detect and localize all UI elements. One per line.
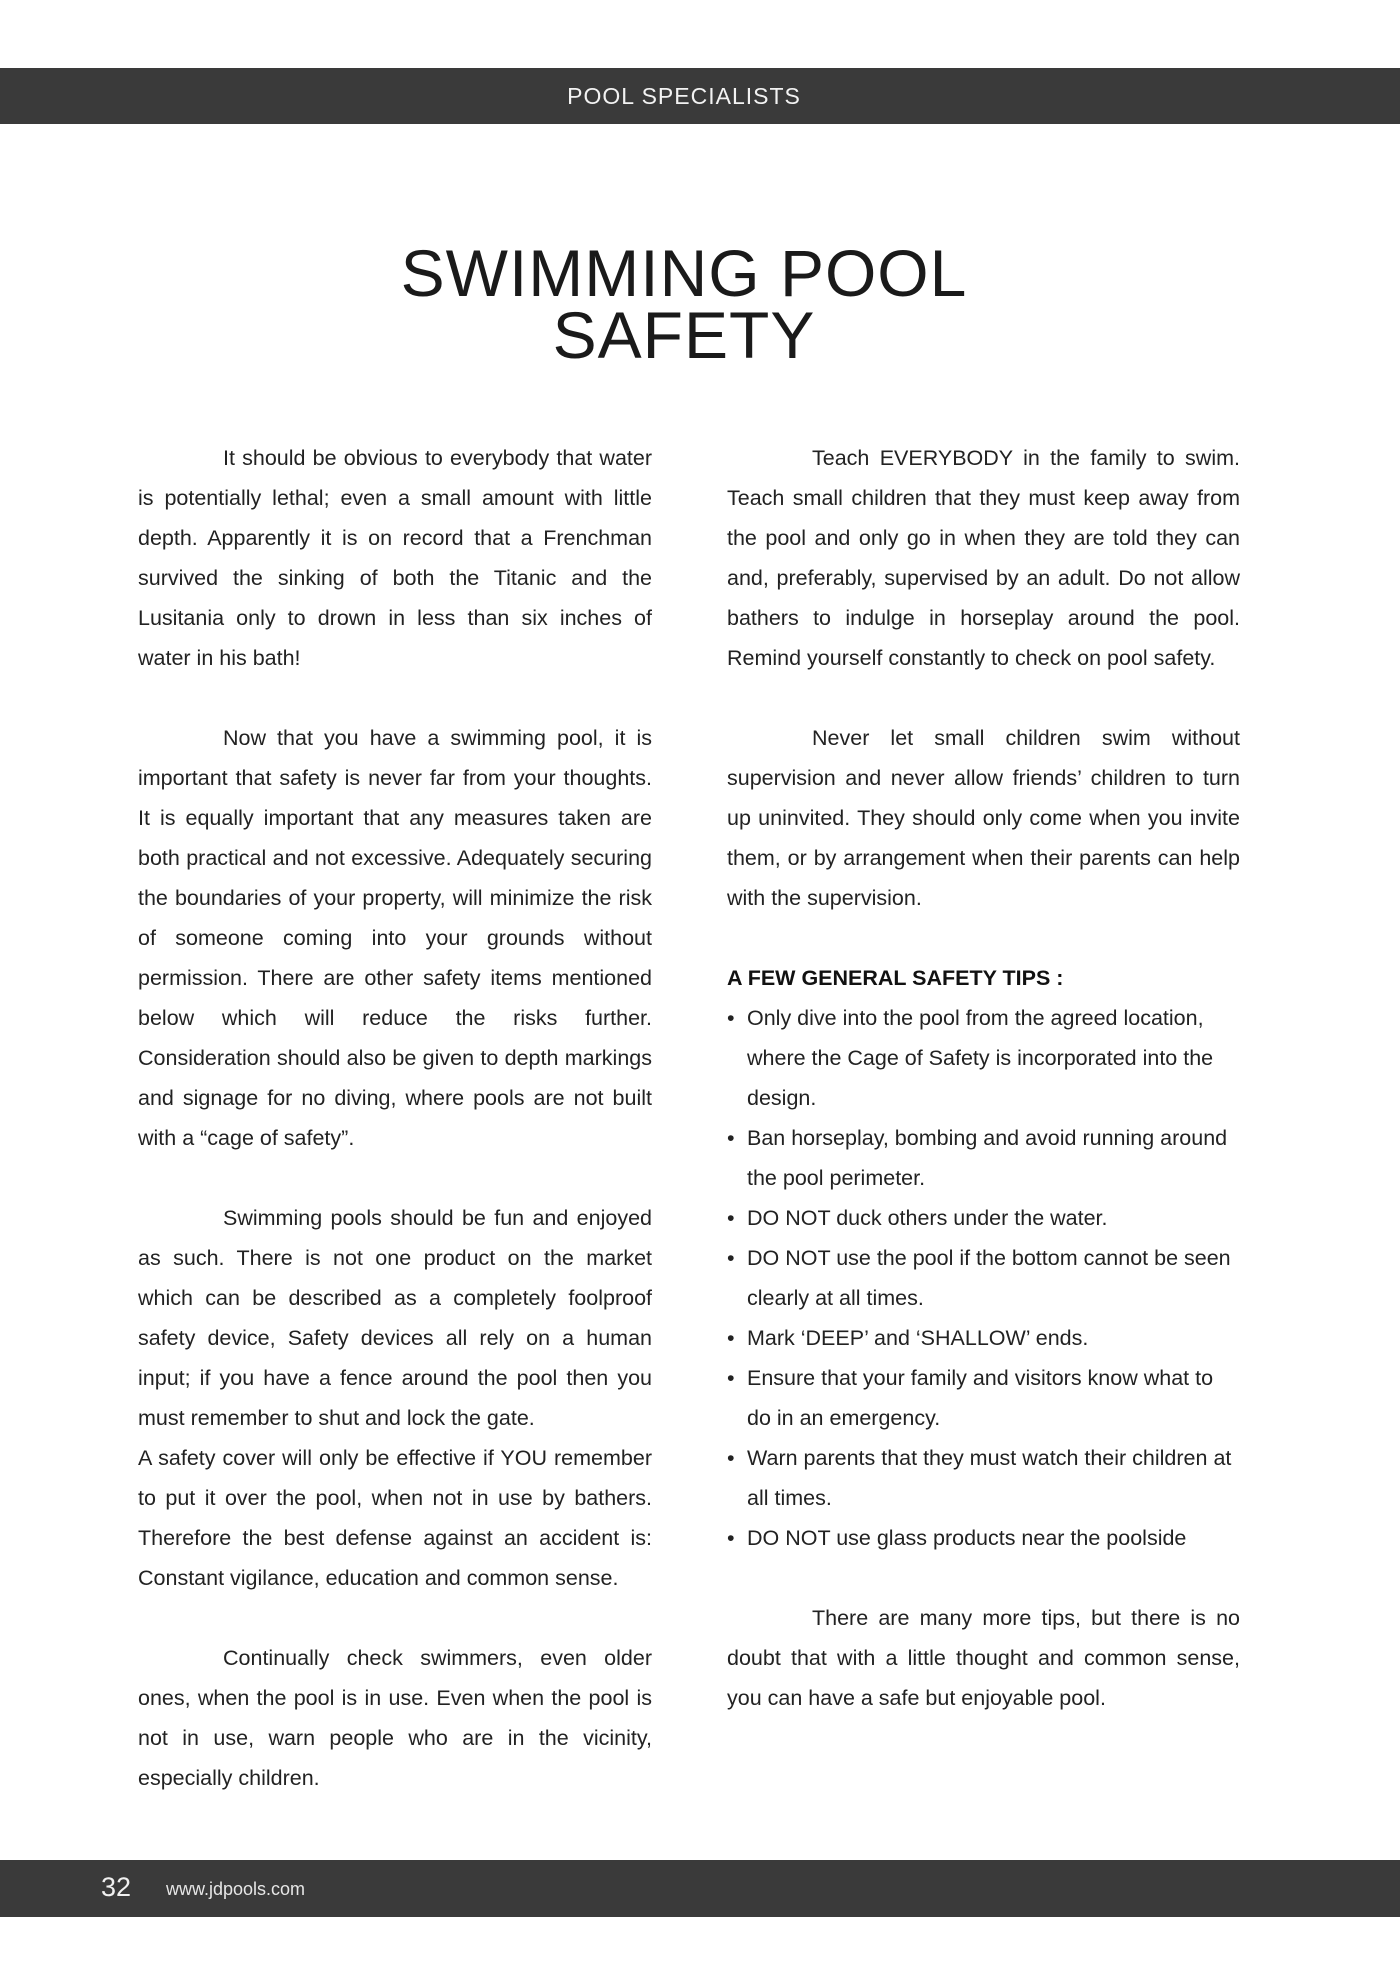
safety-tips-list bbox=[727, 998, 1240, 1558]
safety-tip: • DO NOT use glass products near the poolside bbox=[727, 1518, 1240, 1558]
safety-tip: • Ensure that your family and visitors know what to do in an emergency. bbox=[727, 1358, 1240, 1438]
left-column bbox=[138, 438, 652, 1838]
right-column bbox=[727, 438, 1240, 1758]
safety-tip: • Mark ‘DEEP’ and ‘SHALLOW’ ends. bbox=[727, 1318, 1240, 1358]
section-label: POOL SPECIALISTS bbox=[567, 82, 801, 109]
safety-tip: • Only dive into the pool from the agreed location, where the Cage of Safety is incorporated into the design. bbox=[727, 998, 1240, 1118]
article-title bbox=[0, 236, 1368, 372]
left-paragraph-5: Continually check swimmers, even older ones, when the pool is in use. Even when the pool is not in use, warn people who are in the vicinity, especially children. bbox=[138, 1646, 652, 1790]
safety-tip: • Warn parents that they must watch their children at all times. bbox=[727, 1438, 1240, 1518]
title-line-2: SAFETY bbox=[552, 298, 816, 372]
header-band bbox=[0, 68, 1400, 124]
safety-tip: • Ban horseplay, bombing and avoid running around the pool perimeter. bbox=[727, 1118, 1240, 1198]
left-paragraph-3: Swimming pools should be fun and enjoyed as such. There is not one product on the market which can be described as a completely foolproof safety device, Safety devices all rely on a human input; if you have a fence around the pool then you must remember to shut and lock the gate. bbox=[138, 1206, 652, 1430]
right-paragraph-1: Teach EVERYBODY in the family to swim. Teach small children that they must keep away from the pool and only go in when they are told they can and, preferably, supervised by an adult. Do not allow bathers to indulge in horseplay around the pool. Remind yourself constantly to check on pool safety. bbox=[727, 446, 1240, 670]
right-paragraph-3: There are many more tips, but there is no doubt that with a little thought and common sense, you can have a safe but enjoyable pool. bbox=[727, 1606, 1240, 1710]
left-paragraph-4: A safety cover will only be effective if YOU remember to put it over the pool, when not in use by bathers. Therefore the best defense against an accident is: Constant vigilance, education and common sense. bbox=[138, 1446, 652, 1590]
safety-tips-heading: A FEW GENERAL SAFETY TIPS : bbox=[727, 966, 1064, 990]
safety-tip: • DO NOT use the pool if the bottom cannot be seen clearly at all times. bbox=[727, 1238, 1240, 1318]
right-paragraph-2: Never let small children swim without supervision and never allow friends’ children to turn up uninvited. They should only come when you invite them, or by arrangement when their parents can help with the supervision. bbox=[727, 726, 1240, 910]
website-url: www.jdpools.com bbox=[166, 1879, 306, 1899]
left-paragraph-1: It should be obvious to everybody that water is potentially lethal; even a small amount with little depth. Apparently it is on record that a Frenchman survived the sinking of both the Titanic and the Lusitania only to drown in less than six inches of water in his bath! bbox=[138, 446, 652, 670]
left-paragraph-2: Now that you have a swimming pool, it is important that safety is never far from your thoughts. It is equally important that any measures taken are both practical and not excessive. Adequately securing the boundaries of your property, will minimize the risk of someone coming into your grounds without permission. There are other safety items mentioned below which will reduce the risks further. Consideration should also be given to depth markings and signage for no diving, where pools are not built with a “cage of safety”. bbox=[138, 726, 652, 1150]
safety-tip: • DO NOT duck others under the water. bbox=[727, 1198, 1240, 1238]
title-line-1: SWIMMING POOL bbox=[400, 236, 968, 310]
footer-band bbox=[0, 1860, 1400, 1917]
page-number: 32 bbox=[101, 1872, 132, 1902]
